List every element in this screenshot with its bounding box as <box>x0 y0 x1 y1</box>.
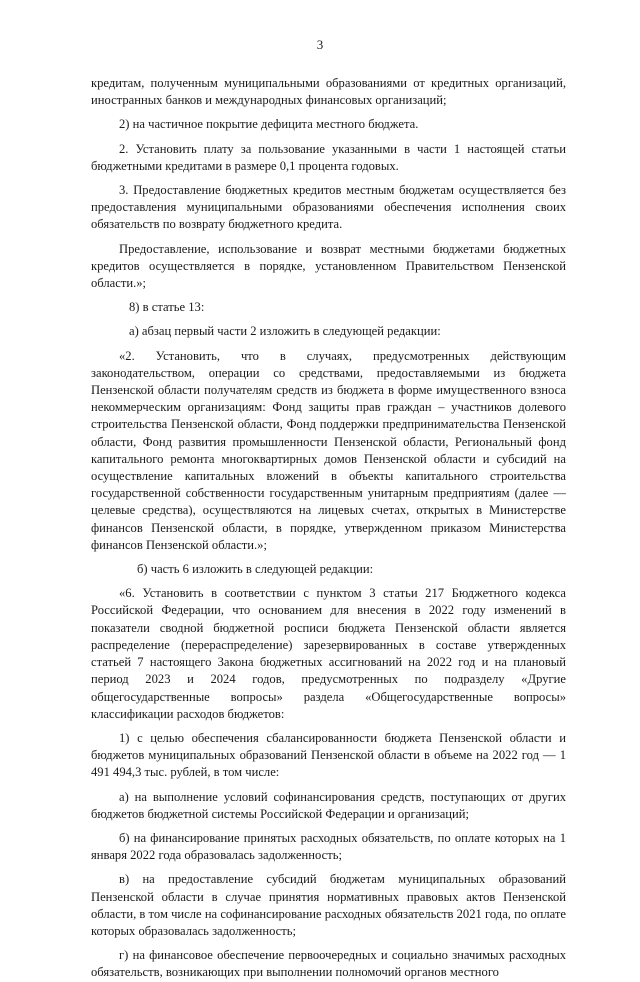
paragraph-15: г) на финансовое обеспечение первоочередных и социально значимых расходных обязательств, возникающих при выполнении полномочий органов местного <box>91 948 566 980</box>
page-number: 3 <box>316 37 324 52</box>
paragraph-12: а) на выполнение условий софинансирования средств, поступающих от других бюджетов бюджетной системы Российской Федерации и организаций; <box>91 789 566 821</box>
paragraph-5: Предоставление, использование и возврат местными бюджетами бюджетных кредитов осуществляется в порядке, установленном Правительством Пензенской области.»; <box>91 241 566 291</box>
paragraph-7: а) абзац первый части 2 изложить в следующей редакции: <box>129 324 441 339</box>
paragraph-8: «2. Установить, что в случаях, предусмотренных действующим законодательством, операции со средствами, предоставляемыми из бюджета Пензенской области получателям средств из бюджета в форме имущественного взноса некоммерческим организациям: Фонд защиты прав граждан – участников долевого строительства Пензенской области, Фонд поддержки предпринимательства Пензенской области, Фонд развития промышленности Пензенской области, Региональный фонд капитального ремонта многоквартирных домов Пензенской области и субсидий на осуществление капитальных вложений в объекты капитального строительства государственной собственности государственным унитарным предприятиям (далее — целевые средства), осуществляются на лицевых счетах, открытых в Министерстве финансов Пензенской области, в порядке, утвержденном приказом Министерства финансов Пензенской области.»; <box>91 348 566 552</box>
paragraph-11: 1) с целью обеспечения сбалансированности бюджета Пензенской области и бюджетов муниципальных образований Пензенской области в объеме на 2022 год — 1 491 494,3 тыс. рублей, в том числе: <box>91 730 566 780</box>
paragraph-2: 2) на частичное покрытие дефицита местного бюджета. <box>119 117 419 132</box>
paragraph-4: 3. Предоставление бюджетных кредитов местным бюджетам осуществляется без предоставления муниципальными образованиями обеспечения исполнения своих обязательств по возврату бюджетного кредита. <box>91 183 566 232</box>
paragraph-10: «6. Установить в соответствии с пунктом 3 статьи 217 Бюджетного кодекса Российской Федерации, что основанием для внесения в 2022 году изменений в показатели сводной бюджетной росписи бюджета Пензенской области является распределение (перераспределение) зарезервированных в составе утвержденных статьей 7 настоящего Закона бюджетных ассигнований на 2022 год и на плановый период 2023 и 2024 годов, предусмотренных по подразделу «Другие общегосударственные вопросы» раздела «Общегосударственные вопросы» классификации расходов бюджетов: <box>91 586 566 721</box>
paragraph-1: кредитам, полученным муниципальными образованиями от кредитных организаций, иностранных банков и международных финансовых организаций; <box>91 76 566 108</box>
paragraph-3: 2. Установить плату за пользование указанными в части 1 настоящей статьи бюджетными кредитами в размере 0,1 процента годовых. <box>91 141 566 173</box>
paragraph-13: б) на финансирование принятых расходных обязательств, по оплате которых на 1 января 2022 года образовалась задолженность; <box>91 830 566 863</box>
paragraph-9: б) часть 6 изложить в следующей редакции: <box>137 562 374 577</box>
document-body <box>91 75 566 982</box>
paragraph-6: 8) в статье 13: <box>129 300 205 315</box>
paragraph-14: в) на предоставление субсидий бюджетам муниципальных образований Пензенской области в случае принятия нормативных правовых актов Пензенской области, в том числе на софинансирование расходных обязательств 2021 года, по оплате которых образовалась задолженность; <box>91 872 566 938</box>
